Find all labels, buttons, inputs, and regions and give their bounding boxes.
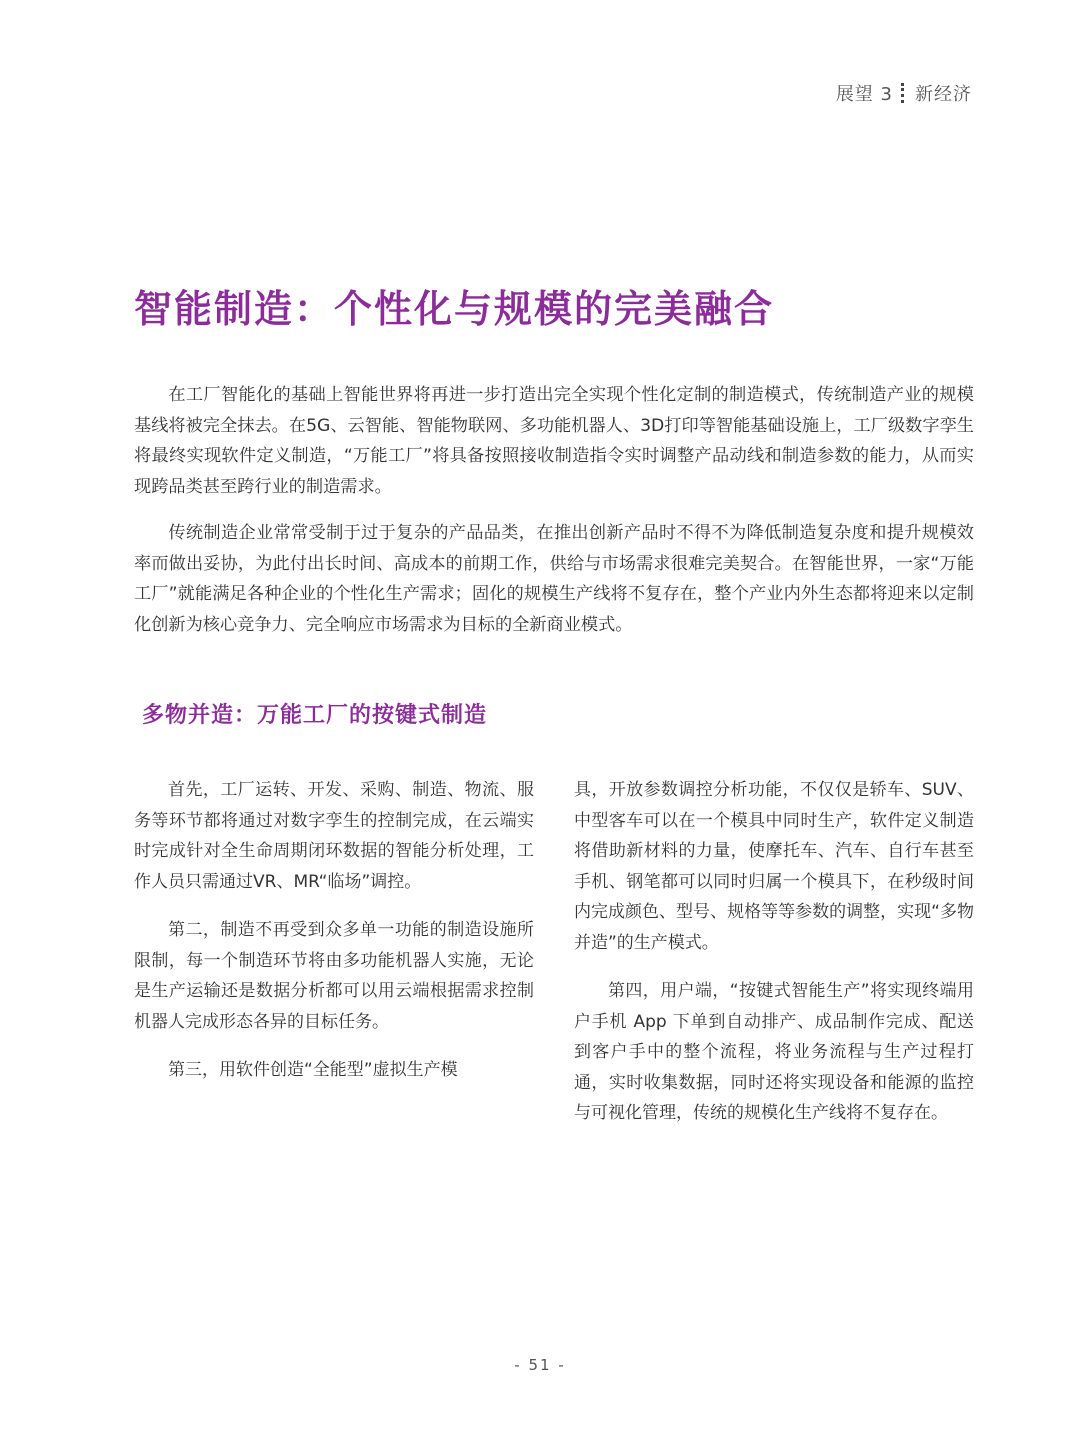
section-label: 新经济 [915,84,972,105]
left-column [134,775,534,1104]
header-separator [901,83,907,103]
page-title: 智能制造：个性化与规模的完美融合 [134,287,775,331]
left-paragraph-1: 首先，工厂运转、开发、采购、制造、物流、服务等环节都将通过对数字孪生的控制完成，在云端实时完成针对全生命周期闭环数据的智能分析处理，工作人员只需通过VR、MR“临场”调控。 [134,780,534,892]
left-paragraph-2: 第二，制造不再受到众多单一功能的制造设施所限制，每一个制造环节将由多功能机器人实施，无论是生产运输还是数据分析都可以用云端根据需求控制机器人完成形态各异的目标任务。 [134,920,534,1032]
right-paragraph-1: 具，开放参数调控分析功能，不仅仅是轿车、SUV、中型客车可以在一个模具中同时生产，软件定义制造将借助新材料的力量，使摩托车、汽车、自行车甚至手机、钢笔都可以同时归属一个模具下，在秒级时间内完成颜色、型号、规格等等参数的调整，实现“多物并造”的生产模式。 [574,780,974,953]
page-number: - 51 - [514,1356,566,1374]
intro-text [134,380,974,656]
right-column [574,775,974,1147]
left-paragraph-3: 第三，用软件创造“全能型”虚拟生产模 [168,1060,458,1080]
chapter-label: 展望 3 [835,84,893,105]
intro-paragraph-2: 传统制造企业常常受制于过于复杂的产品品类，在推出创新产品时不得不为降低制造复杂度和提升规模效率而做出妥协，为此付出长时间、高成本的前期工作，供给与市场需求很难完美契合。在智能世界，一家“万能工厂”就能满足各种企业的个性化生产需求；固化的规模生产线将不复存在，整个产业内外生态都将迎来以定制化创新为核心竞争力、完全响应市场需求为目标的全新商业模式。 [134,523,974,635]
right-paragraph-2: 第四，用户端，“按键式智能生产”将实现终端用户手机 App 下单到自动排产、成品制作完成、配送到客户手中的整个流程，将业务流程与生产过程打通，实时收集数据，同时还将实现设备和能源的监控与可视化管理，传统的规模化生产线将不复存在。 [574,981,974,1123]
running-header [836,80,972,106]
intro-paragraph-1: 在工厂智能化的基础上智能世界将再进一步打造出完全实现个性化定制的制造模式，传统制造产业的规模基线将被完全抹去。在5G、云智能、智能物联网、多功能机器人、3D打印等智能基础设施上，工厂级数字孪生将最终实现软件定义制造，“万能工厂”将具备按照接收制造指令实时调整产品动线和制造参数的能力，从而实现跨品类甚至跨行业的制造需求。 [134,385,974,497]
section-title: 多物并造：万能工厂的按键式制造 [142,703,488,728]
